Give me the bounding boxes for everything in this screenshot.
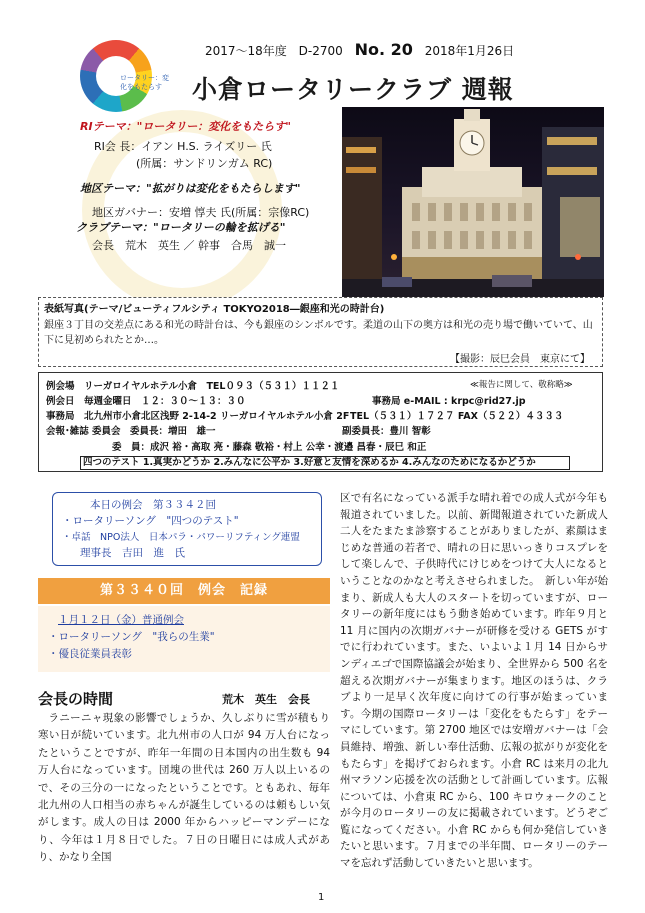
office-email: 事務局 e-MAIL : krpc@rid27.jp — [372, 396, 526, 407]
meeting-venue: 例会場 リーガロイヤルホテル小倉 TEL０９３（５３１）１１２１ — [46, 381, 340, 392]
issue-number: No. 20 — [354, 40, 413, 59]
district-governor: 地区ガバナー：安増 惇夫 氏(所属：宗像RC) — [92, 206, 310, 219]
cover-caption-body: 銀座３丁目の交差点にある和光の時計台は、今も銀座のシンボルです。柔道の山下の奥方は和光の売り場で働いていて、山下に見初められたとか…。 — [44, 320, 593, 346]
todays-meeting-title: 本日の例会 第３３４２回 — [90, 499, 216, 511]
four-way-test: 四つのテスト 1.真実かどうか 2.みんなに公平か 3.好意と友情を深めるか 4.みんなのためになるかどうか — [80, 456, 570, 470]
ri-president-club: (所属：サンドリンガム RC) — [136, 157, 273, 170]
todays-speaker: 理事長 吉田 進 氏 — [80, 547, 185, 559]
president-text-right: 区で有名になっている派手な晴れ着での成人式が今年も報道されていました。以前、新聞報道されていた新成人二人をたまたま診察することがありましたが、素顔はまじめな普通の若者で、晴れの日に思いっきりコスプレをして楽しんで、子供時代にけじめをつけて大人になるということなのかなと考えさせられました。 新しい年が始まり、新成人も大人のスタートを切っていますが、ロータリーの新年度にはもう動き始めています。昨年９月と 11 月に国内の次期ガバナーが研修を受ける GETS がすでに行われています。また、いよいよ１月 14 日からサンディエゴで国際協議会が始まり、全世界から 500 名を超える次期ガバナーが集まります。地区のほうは、クラブより一足早く次年度に向けての行事が始まっています。今期の国際ロータリーは「変化をもたらす」をテーマにしています。第 2700 地区では安増ガバナーは「会員維持、増強、新しい奉仕活動、広報の拡がりが変化をもたらす」を掲げておられます。小倉 RC は来月の北九州マラソン応援を次の活動として計画しています。広報については、小倉東 RC から、100 キロウォークのことが今月のロータリーの友に掲載されています。どうぞご覧になってください。小倉 RC からも何か発信していきたいと思います。７月までの半年間、ロータリーのテーマを忘れず活動していきたいと思います。 — [340, 492, 608, 870]
clock-tower-illustration — [342, 107, 604, 297]
ri-theme: RIテーマ："ロータリー：変化をもたらす" — [80, 120, 292, 133]
club-theme: クラブテーマ："ロータリーの輪を拡げる" — [76, 221, 286, 234]
club-officers: 会長 荒木 英生 ／ 幹事 合馬 誠一 — [92, 239, 286, 252]
cover-caption-title: 表紙写真(テーマ/ビューティフルシティ TOKYO2018―銀座和光の時計台) — [44, 304, 385, 315]
committee-chair: 会報･雑誌 委員会 委員長：増田 雄一 — [46, 426, 216, 437]
committee-vice-chair: 副委員長：豊川 智彰 — [342, 426, 431, 437]
office-phone: TEL（５３１）１７２７ FAX（５２２）４３３３ — [350, 411, 564, 422]
committee-members: 委 員：成沢 裕・高取 亮・藤森 敬裕・村上 公幸・渡邉 昌春・辰巳 和正 — [112, 442, 427, 453]
cover-photo — [342, 107, 604, 297]
president-name: 荒木 英生 会長 — [222, 693, 310, 706]
fiscal-year: 2017〜18年度 — [205, 44, 287, 58]
president-heading: 会長の時間 — [38, 690, 114, 708]
report-note: ≪報告に関して、敬称略≫ — [470, 380, 573, 390]
office-address: 事務局 北九州市小倉北区浅野 2-14-2 リーガロイヤルホテル小倉 2F — [46, 411, 350, 422]
district-theme: 地区テーマ："拡がりは変化をもたらします" — [80, 182, 301, 195]
todays-speech: ・卓話 NPO法人 日本パラ・パワーリフティング連盟 — [62, 532, 300, 543]
issue-line — [205, 40, 522, 59]
ri-president: RI会 長：イアン H.S. ライズリー 氏 — [94, 140, 272, 153]
logo-text: ロータリー：変化をもたらす — [120, 74, 169, 91]
president-text-left: ラニーニャ現象の影響でしょうか、久しぶりに雪が積もり寒い日が続いています。北九州市の人口が 94 万人台になったということですが、昨年一年間の日本国内の出生数も 94 万人台になっています。団塊の世代は 260 万人以上いるので、その三分の一になったということです。ともあれ、毎年北九州の人口相当の赤ちゃんが誕生しているのは頼もしい気がします。成人の日は 2000 年からハッピーマンデーになり、今年は１月８日でした。７日の日曜日には成人式があり、かなり全国 — [38, 712, 330, 864]
page-number: 1 — [318, 892, 325, 903]
meeting-schedule: 例会日 毎週金曜日 １２：３０〜１３：３０ — [46, 396, 246, 407]
meeting-record-banner: 第３３４０回 例会 記録 — [38, 578, 330, 604]
issue-date: 2018年1月26日 — [424, 44, 515, 58]
cover-photo-credit: 【撮影：辰巳会員 東京にて】 — [450, 354, 590, 365]
meeting-record-award: ・優良従業員表彰 — [48, 648, 132, 660]
todays-song: ・ロータリーソング "四つのテスト" — [62, 515, 239, 527]
meeting-record-date: １月１２日（金）普通例会 — [58, 614, 184, 626]
district-code: D-2700 — [298, 44, 343, 58]
meeting-record-song: ・ロータリーソング "我らの生業" — [48, 631, 215, 643]
masthead-title: 小倉ロータリークラブ 週報 — [192, 75, 514, 104]
